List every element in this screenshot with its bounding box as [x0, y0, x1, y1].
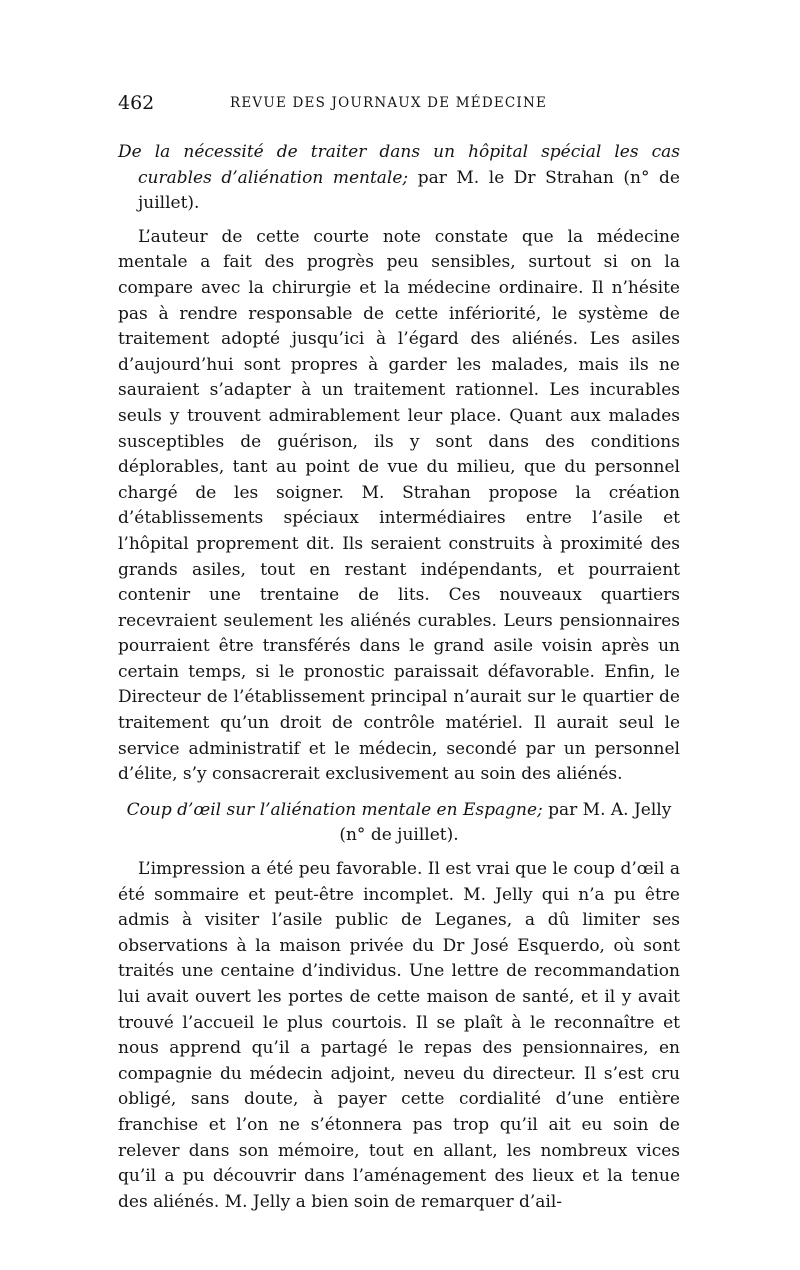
page-header: [118, 92, 680, 116]
page-number: 462: [118, 92, 155, 114]
article-title-text: De la nécessité de traiter dans un hôpital spécial les cas curables d’aliénation mentale;: [118, 142, 680, 188]
article-title-author: par M. A. Jelly (n° de juillet).: [339, 799, 672, 846]
running-title: REVUE DES JOURNAUX DE MÉDECINE: [230, 95, 548, 111]
article-title-author: par M. le Dr Strahan (n° de juillet).: [138, 167, 680, 214]
article-title-text: Coup d’œil sur l’aliénation mentale en Espagne;: [126, 799, 543, 820]
article-title-jelly: [118, 798, 680, 849]
page-body: [118, 140, 680, 1215]
article-paragraph-jelly: L’impression a été peu favorable. Il est vrai que le coup d’œil a été sommaire et peut-être incomplet. M. Jelly qui n’a pu être admis à visiter l’asile public de Leganes, a dû limiter ses observations à la maison privée du Dr José Esquerdo, où sont traités une centaine d’individus. Une lettre de recommandation lui avait ouvert les portes de cette maison de santé, et il y avait trouvé l’accueil le plus courtois. Il se plaît à le reconnaître et nous apprend qu’il a partagé le repas des pensionnaires, en compagnie du médecin adjoint, neveu du directeur. Il s’est cru obligé, sans doute, à payer cette cordialité d’une entière franchise et l’on ne s’étonnera pas trop qu’il ait eu soin de relever dans son mémoire, tout en allant, les nombreux vices qu’il a pu découvrir dans l’aménagement des lieux et la tenue des aliénés. M. Jelly a bien soin de remarquer d’ail-: [118, 859, 680, 1212]
article-paragraph-strahan: L’auteur de cette courte note constate que la médecine mentale a fait des progrès peu sensibles, surtout si on la compare avec la chirurgie et la médecine ordinaire. Il n’hésite pas à rendre responsable de cette infériorité, le système de traitement adopté jusqu’ici à l’égard des aliénés. Les asiles d’aujourd’hui sont propres à garder les malades, mais ils ne sauraient s’adapter à un traitement rationnel. Les incurables seuls y trouvent admirablement leur place. Quant aux malades susceptibles de guérison, ils y sont dans des conditions déplorables, tant au point de vue du milieu, que du personnel chargé de les soigner. M. Strahan propose la création d’établissements spéciaux intermédiaires entre l’asile et l’hôpital proprement dit. Ils seraient construits à proximité des grands asiles, tout en restant indépendants, et pourraient contenir une trentaine de lits. Ces nouveaux quartiers recevraient seulement les aliénés curables. Leurs pensionnaires pourraient être transférés dans le grand asile voisin après un certain temps, si le pronostic paraissait défavorable. Enfin, le Directeur de l’établissement principal n’aurait sur le quartier de traitement qu’un droit de contrôle matériel. Il aurait seul le service administratif et le médecin, secondé par un personnel d’élite, s’y consacrerait exclusivement au soin des aliénés.: [118, 226, 680, 785]
article-title-strahan: [118, 140, 680, 217]
